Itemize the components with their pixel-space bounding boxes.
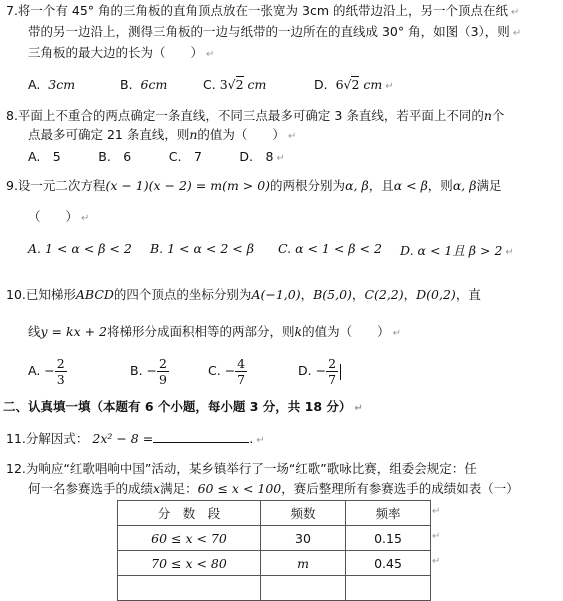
q8-line1: 8.平面上不重合的两点确定一条直线，不同三点最多可确定 3 条直线，若平面上不同的n个 bbox=[6, 108, 505, 123]
cell-rate: 0.15 bbox=[346, 526, 431, 551]
q9-option-a: A. 1 < α < β < 2 bbox=[28, 241, 132, 256]
cell-count: 30 bbox=[261, 526, 346, 551]
q10-line1: 10.已知梯形ABCD的四个顶点的坐标分别为A(−1,0)，B(5,0)，C(2,2)，D(0,2)，直 bbox=[6, 287, 481, 302]
cell-count: m bbox=[261, 551, 346, 576]
q8-options: A. 5 B. 6 C. 7 D. 8 ↵ bbox=[28, 149, 285, 164]
q7-line2: 带的另一边沿上，测得三角板的一边与纸带的一边所在的直线成 30° 角，如图（3），则 ↵ bbox=[28, 24, 522, 39]
q8-line2: 点最多可确定 21 条直线，则n的值为（ ） ↵ bbox=[28, 127, 297, 142]
q7-line3: 三角板的最大边的长为（ ） ↵ bbox=[28, 45, 215, 60]
table-header-row bbox=[118, 501, 431, 526]
q9-line2: （ ） ↵ bbox=[28, 209, 90, 224]
cell-range: 70 ≤ x < 80 bbox=[118, 551, 261, 576]
q10-option-d: D. − $\frac{2}{7}$ bbox=[298, 356, 341, 387]
cell-rate: 0.45 bbox=[346, 551, 431, 576]
q10-option-b: B. − $\frac{2}{9}$ bbox=[130, 356, 167, 387]
q10-option-c: C. − $\frac{4}{7}$ bbox=[208, 356, 246, 387]
header-frequency-rate: 频率 bbox=[346, 501, 431, 526]
text-cursor bbox=[340, 364, 341, 380]
cell-range: 60 ≤ x < 70 bbox=[118, 526, 261, 551]
q9-option-c: C. α < 1 < β < 2 bbox=[278, 241, 382, 256]
q12-line1: 12.为响应“红歌唱响中国”活动，某乡镇举行了一场“红歌”歌咏比赛，组委会规定：任 bbox=[6, 461, 477, 476]
q9-option-b: B. 1 < α < 2 < β bbox=[150, 241, 254, 256]
table-row bbox=[118, 551, 431, 576]
q10-option-a: A. − $\frac{2}{3}$ bbox=[28, 356, 65, 387]
q12-line2: 何一名参赛选手的成绩x满足：60 ≤ x < 100，赛后整理所有参赛选手的成绩如表（一） bbox=[28, 481, 519, 496]
q7-option-b: B. 6cm bbox=[120, 77, 168, 92]
q7-line1: 7.将一个有 45° 角的三角板的直角顶点放在一张宽为 3cm 的纸带边沿上，另一个顶点在纸 ↵ bbox=[6, 3, 520, 18]
header-frequency-count: 频数 bbox=[261, 501, 346, 526]
table-row bbox=[118, 526, 431, 551]
q7-option-d: D. 6√2 cm ↵ bbox=[314, 77, 394, 92]
frequency-table bbox=[117, 500, 431, 601]
table-row bbox=[118, 576, 431, 601]
q10-line2: 线y = kx + 2将梯形分成面积相等的两部分，则k的值为（ ） ↵ bbox=[28, 324, 401, 339]
answer-blank[interactable] bbox=[153, 430, 249, 443]
q11-line: 11.分解因式： 2x² − 8 = . ↵ bbox=[6, 431, 265, 446]
header-score-range: 分 数 段 bbox=[118, 501, 261, 526]
q9-line1: 9.设一元二次方程(x − 1)(x − 2) = m(m > 0)的两根分别为α, β，且α < β，则α, β满足 bbox=[6, 178, 502, 193]
q7-option-a: A. 3cm bbox=[28, 77, 76, 92]
q9-option-d: D. α < 1且 β > 2 ↵ bbox=[400, 243, 514, 258]
q7-option-c: C. 3√2 cm bbox=[203, 77, 267, 92]
section-2-heading: 二、认真填一填（本题有 6 个小题，每小题 3 分，共 18 分） ↵ bbox=[3, 399, 363, 414]
